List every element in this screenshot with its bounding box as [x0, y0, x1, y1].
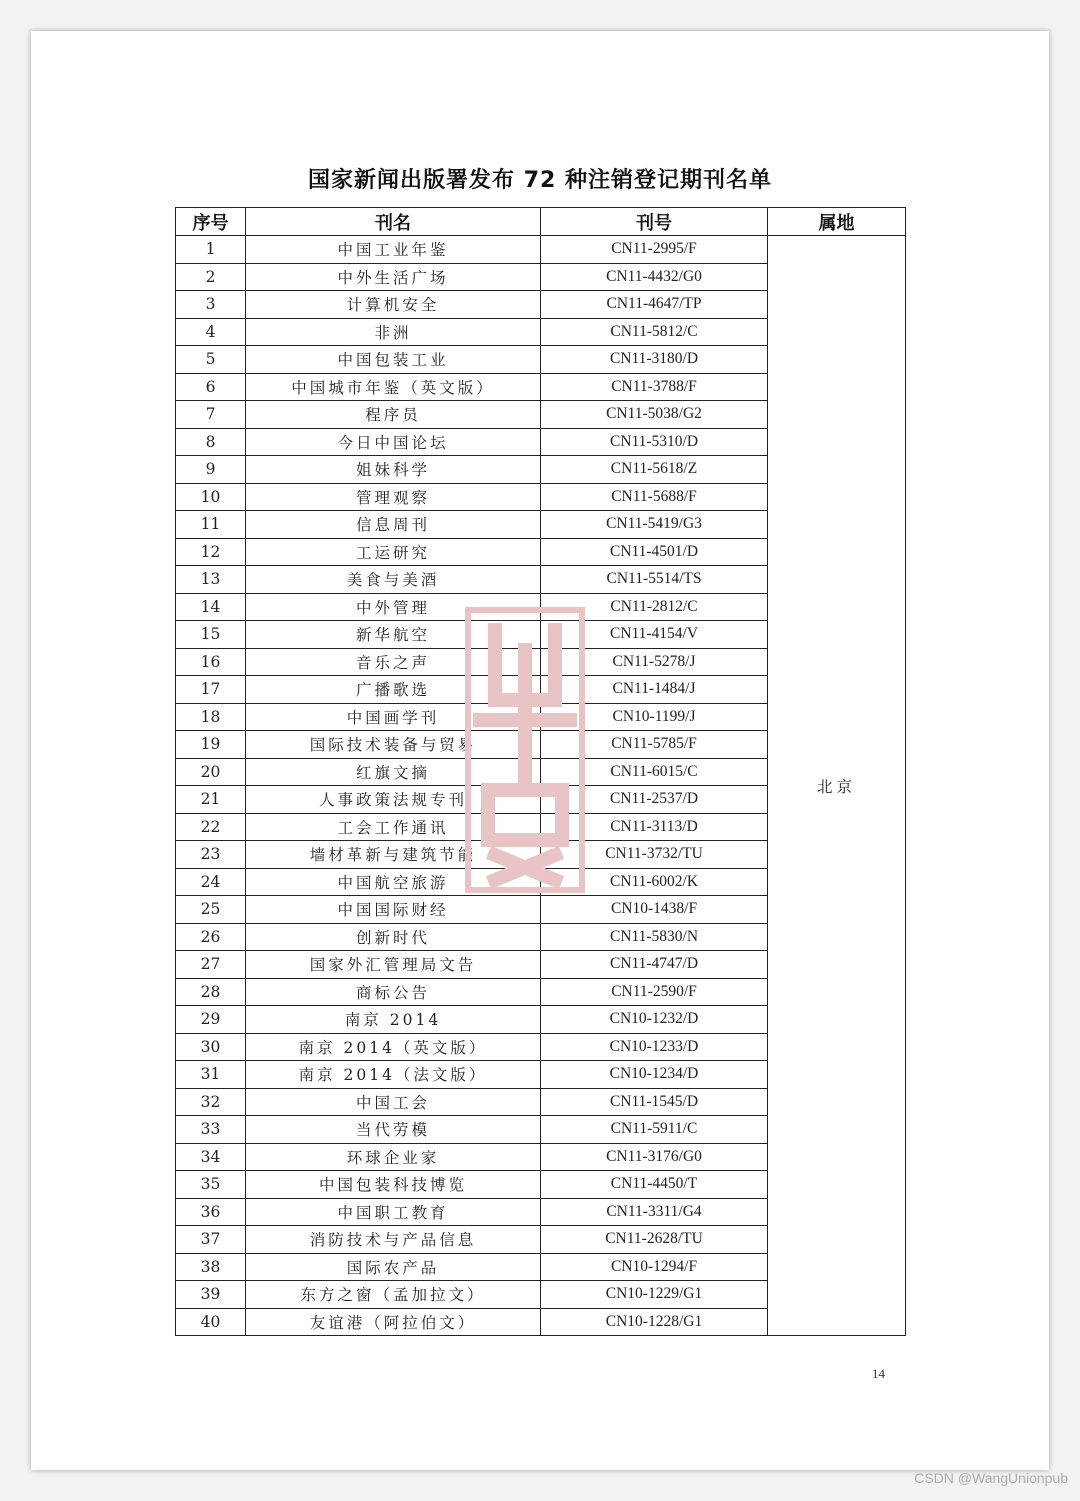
journal-name: 计算机安全 — [246, 291, 541, 319]
header-name: 刊名 — [246, 208, 541, 236]
journal-name: 南京 2014（法文版） — [246, 1061, 541, 1089]
journal-name: 新华航空 — [246, 621, 541, 649]
journal-code: CN11-5830/N — [541, 923, 768, 951]
row-index: 36 — [176, 1198, 246, 1226]
row-index: 32 — [176, 1088, 246, 1116]
journal-name: 友谊港（阿拉伯文） — [246, 1308, 541, 1336]
journal-name: 当代劳模 — [246, 1116, 541, 1144]
journal-code: CN11-5278/J — [541, 648, 768, 676]
row-index: 13 — [176, 566, 246, 594]
journal-name: 国际农产品 — [246, 1253, 541, 1281]
header-region: 属地 — [768, 208, 906, 236]
journal-name: 国际技术装备与贸易 — [246, 731, 541, 759]
row-index: 9 — [176, 456, 246, 484]
journal-code: CN11-4432/G0 — [541, 263, 768, 291]
header-index: 序号 — [176, 208, 246, 236]
row-index: 38 — [176, 1253, 246, 1281]
row-index: 10 — [176, 483, 246, 511]
row-index: 26 — [176, 923, 246, 951]
row-index: 35 — [176, 1171, 246, 1199]
row-index: 28 — [176, 978, 246, 1006]
row-index: 14 — [176, 593, 246, 621]
journal-code: CN11-5785/F — [541, 731, 768, 759]
journal-code: CN10-1438/F — [541, 896, 768, 924]
row-index: 34 — [176, 1143, 246, 1171]
journal-code: CN10-1232/D — [541, 1006, 768, 1034]
journal-name: 工运研究 — [246, 538, 541, 566]
journal-code: CN11-4450/T — [541, 1171, 768, 1199]
row-index: 7 — [176, 401, 246, 429]
journal-name: 中外管理 — [246, 593, 541, 621]
row-index: 18 — [176, 703, 246, 731]
journal-name: 南京 2014 — [246, 1006, 541, 1034]
journal-code: CN11-2590/F — [541, 978, 768, 1006]
journal-name: 中国工业年鉴 — [246, 236, 541, 264]
journal-code: CN11-5911/C — [541, 1116, 768, 1144]
row-index: 15 — [176, 621, 246, 649]
row-index: 17 — [176, 676, 246, 704]
journal-code: CN11-3180/D — [541, 346, 768, 374]
journal-name: 消防技术与产品信息 — [246, 1226, 541, 1254]
row-index: 40 — [176, 1308, 246, 1336]
journal-name: 工会工作通讯 — [246, 813, 541, 841]
journal-name: 中外生活广场 — [246, 263, 541, 291]
journal-code: CN10-1199/J — [541, 703, 768, 731]
journal-name: 商标公告 — [246, 978, 541, 1006]
journal-code: CN10-1234/D — [541, 1061, 768, 1089]
table-header-row — [176, 208, 906, 236]
journal-code: CN11-4501/D — [541, 538, 768, 566]
journal-name: 中国航空旅游 — [246, 868, 541, 896]
row-index: 12 — [176, 538, 246, 566]
journal-name: 非洲 — [246, 318, 541, 346]
row-index: 37 — [176, 1226, 246, 1254]
row-index: 19 — [176, 731, 246, 759]
journal-code: CN11-5310/D — [541, 428, 768, 456]
journal-name: 今日中国论坛 — [246, 428, 541, 456]
journal-code: CN11-4647/TP — [541, 291, 768, 319]
row-index: 31 — [176, 1061, 246, 1089]
journal-code: CN11-5514/TS — [541, 566, 768, 594]
journal-code: CN10-1229/G1 — [541, 1281, 768, 1309]
row-index: 16 — [176, 648, 246, 676]
row-index: 22 — [176, 813, 246, 841]
journal-code: CN11-2812/C — [541, 593, 768, 621]
journal-name: 墙材革新与建筑节能 — [246, 841, 541, 869]
cancelled-journals-table — [175, 207, 906, 1336]
row-index: 29 — [176, 1006, 246, 1034]
journal-name: 人事政策法规专刊 — [246, 786, 541, 814]
journal-name: 中国包装工业 — [246, 346, 541, 374]
journal-code: CN10-1233/D — [541, 1033, 768, 1061]
journal-code: CN11-6002/K — [541, 868, 768, 896]
journal-name: 南京 2014（英文版） — [246, 1033, 541, 1061]
journal-name: 红旗文摘 — [246, 758, 541, 786]
journal-code: CN11-1545/D — [541, 1088, 768, 1116]
journal-name: 中国城市年鉴（英文版） — [246, 373, 541, 401]
journal-code: CN11-5419/G3 — [541, 511, 768, 539]
header-code: 刊号 — [541, 208, 768, 236]
journal-code: CN11-5688/F — [541, 483, 768, 511]
journal-name: 创新时代 — [246, 923, 541, 951]
journal-name: 广播歌选 — [246, 676, 541, 704]
journal-code: CN11-3788/F — [541, 373, 768, 401]
journal-name: 信息周刊 — [246, 511, 541, 539]
journal-code: CN11-5618/Z — [541, 456, 768, 484]
document-title: 国家新闻出版署发布 72 种注销登记期刊名单 — [308, 168, 772, 193]
journal-name: 姐妹科学 — [246, 456, 541, 484]
journal-code: CN10-1294/F — [541, 1253, 768, 1281]
journal-name: 管理观察 — [246, 483, 541, 511]
journal-code: CN11-3311/G4 — [541, 1198, 768, 1226]
row-index: 8 — [176, 428, 246, 456]
row-index: 30 — [176, 1033, 246, 1061]
journal-code: CN11-4154/V — [541, 621, 768, 649]
journal-code: CN11-4747/D — [541, 951, 768, 979]
table-body — [176, 236, 906, 1336]
journal-name: 程序员 — [246, 401, 541, 429]
row-index: 11 — [176, 511, 246, 539]
row-index: 20 — [176, 758, 246, 786]
journal-code: CN11-3732/TU — [541, 841, 768, 869]
row-index: 27 — [176, 951, 246, 979]
region-cell: 北京 — [768, 236, 906, 1336]
journal-code: CN11-2537/D — [541, 786, 768, 814]
journal-code: CN11-5038/G2 — [541, 401, 768, 429]
row-index: 5 — [176, 346, 246, 374]
journal-code: CN11-2628/TU — [541, 1226, 768, 1254]
row-index: 3 — [176, 291, 246, 319]
journal-name: 中国职工教育 — [246, 1198, 541, 1226]
row-index: 23 — [176, 841, 246, 869]
page-number: 14 — [872, 1366, 885, 1381]
row-index: 21 — [176, 786, 246, 814]
journal-name: 中国包装科技博览 — [246, 1171, 541, 1199]
journal-code: CN11-2995/F — [541, 236, 768, 264]
journal-name: 中国工会 — [246, 1088, 541, 1116]
row-index: 4 — [176, 318, 246, 346]
row-index: 2 — [176, 263, 246, 291]
journal-name: 音乐之声 — [246, 648, 541, 676]
journal-code: CN11-3176/G0 — [541, 1143, 768, 1171]
journal-name: 中国国际财经 — [246, 896, 541, 924]
row-index: 6 — [176, 373, 246, 401]
journal-code: CN11-5812/C — [541, 318, 768, 346]
journal-name: 东方之窗（孟加拉文） — [246, 1281, 541, 1309]
row-index: 25 — [176, 896, 246, 924]
journal-name: 美食与美酒 — [246, 566, 541, 594]
row-index: 39 — [176, 1281, 246, 1309]
journal-code: CN11-6015/C — [541, 758, 768, 786]
journal-name: 环球企业家 — [246, 1143, 541, 1171]
journal-code: CN11-1484/J — [541, 676, 768, 704]
table-row — [176, 236, 906, 264]
row-index: 24 — [176, 868, 246, 896]
row-index: 1 — [176, 236, 246, 264]
source-credit: CSDN @WangUnionpub — [914, 1470, 1068, 1486]
row-index: 33 — [176, 1116, 246, 1144]
journal-code: CN10-1228/G1 — [541, 1308, 768, 1336]
journal-name: 中国画学刊 — [246, 703, 541, 731]
journal-code: CN11-3113/D — [541, 813, 768, 841]
journal-name: 国家外汇管理局文告 — [246, 951, 541, 979]
